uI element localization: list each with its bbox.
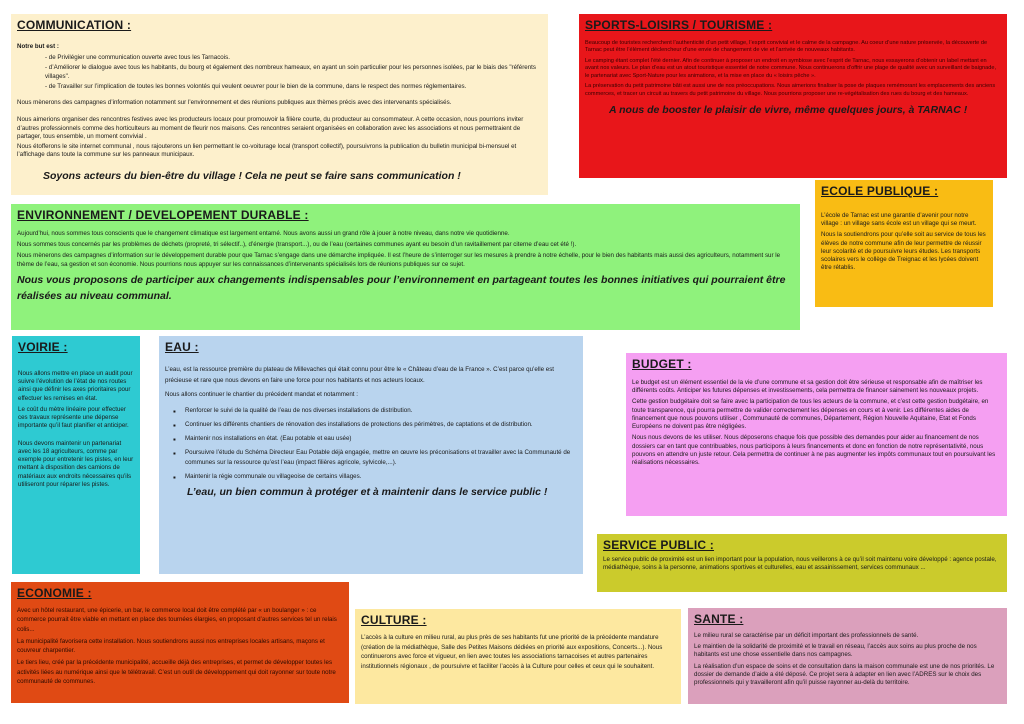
eau-paragraph: Nous allons continuer le chantier du précédent mandat et notamment : (165, 390, 358, 398)
communication-goal: - de Privilégier une communication ouverte avec tous les Tarnacois. (45, 54, 230, 62)
environnement-paragraph: Nous sommes tous concernés par les problèmes de déchets (propreté, tri sélectif..), d’énergie (transport...), ou de l’eau (certaines communes ayant eu besoin d’un ravitaillement par citerne d’eau cet été !). (17, 241, 577, 249)
eau-list-item: ▪ Renforcer le suivi de la qualité de l’eau de nos diverses installations de distribution. (171, 406, 577, 416)
sports-title: SPORTS-LOISIRS / TOURISME : (585, 18, 773, 32)
voirie-title: VOIRIE : (18, 340, 68, 354)
sports-slogan: A nous de booster le plaisir de vivre, même quelques jours, à TARNAC ! (609, 104, 968, 117)
budget-paragraph: Le budget est un élément essentiel de la vie d’une commune et sa gestion doit être sérieuse et responsable afin de maîtriser les différents coûts. Anticiper les futures dépenses et investissements, cela permettra de financer sainement les nouveaux projets. (632, 378, 983, 395)
sante-section (688, 608, 1007, 704)
voirie-paragraph: Nous devons maintenir un partenariat avec les 18 agriculteurs, comme par exemple pour entretenir les pistes, en leur mettant à disposition des camions de matériaux aux endroits nécessaires qu’ils utiliseront pour réparer les pistes. (18, 439, 134, 488)
communication-title: COMMUNICATION : (17, 18, 132, 32)
sports-paragraph: Le camping étant complet l’été dernier. Afin de continuer à proposer un endroit en symbiose avec l’esprit de Tarnac, nous essayerons d’obtenir un label mettant en avant nos valeurs. Le plan d’eau est un atout touristique essentiel de notre commune. Nous continuerons d’offrir une plage de qualité avec un surveillant de baignade, le partenariat avec Sport-Nature pour les animations, et la mise en place du « loisirs pêche ». (585, 57, 996, 79)
communication-goal: - d’Améliorer le dialogue avec tous les habitants, du bourg et également des nombreux hameaux, en ayant un soin particulier pour les personnes isolées, par le biais des "référents villages". (45, 64, 536, 80)
voirie-section (12, 336, 140, 574)
budget-paragraph: Nous nous devons de les utiliser. Nous déposerons chaque fois que possible des demandes pour aider au financement de nos dossiers car en tant que contribuables, nous participons à leurs financements et donc en fonction de notre représentativité, nous pouvons en attendre un juste retour. Cela permettra de continuer à ne pas augmenter les impôts communaux tout en poursuivant les réalisations nécessaires. (632, 434, 996, 467)
service-public-title: SERVICE PUBLIC : (603, 538, 714, 552)
sante-title: SANTE : (694, 612, 744, 626)
sante-paragraph: Le maintien de la solidarité de proximité et le travail en réseau, l’accès aux soins au plus proche de nos habitants est une chose essentielle dans nos campagnes. (694, 643, 977, 659)
ecole-paragraph: L’école de Tarnac est une garantie d’avenir pour notre village : un village sans école est un village qui se meurt. (821, 211, 977, 228)
ecole-paragraph: Nous la soutiendrons pour qu’elle soit au service de tous les élèves de notre commune afin de leur permettre de réussir leur scolarité et de poursuivre leurs études. Les transports scolaires vers le collège de Treignac et les lycées doivent être rétablis. (821, 231, 986, 272)
communication-goal: - de Travailler sur l’implication de toutes les bonnes volontés qui veulent oeuvrer pour le bien de la commune, dans le respect des normes réglementaires. (45, 82, 467, 90)
culture-title: CULTURE : (361, 613, 427, 627)
service-public-paragraph: Le service public de proximité est un lien important pour la population, nous veillerons à ce qu’il soit maintenu voire développé : agence postale, médiathèque, soins à la personne, animations sportives et culturelles, eau et assainissement, services communaux ... (603, 555, 997, 572)
sports-paragraph: Beaucoup de touristes recherchent l’authenticité d’un petit village, l’esprit convivial et le calme de la campagne. Au coeur d’une nature préservée, la découverte de Tarnac peut être l’élément déclencheur d’une envie de changement de vie et l’arrivée de nouveaux habitants. (585, 39, 988, 54)
eau-title: EAU : (165, 340, 199, 354)
voirie-paragraph: Nous allons mettre en place un audit pour suivre l’évolution de l’état de nos routes ainsi que définir les axes prioritaires pour effectuer les remises en état. (18, 369, 133, 402)
sante-paragraph: La réalisation d’un espace de soins et de consultation dans la maison communale est une de nos priorités. Le dossier de demande d’aide a été déposé. Ce projet sera à adapter en lien avec l’ADRES sur le choix des professionnels qui y travailleront afin qu’il puisse rayonner au-delà du territoire. (694, 662, 995, 687)
eau-slogan: L’eau, un bien commun à protéger et à maintenir dans le service public ! (187, 485, 548, 498)
culture-paragraph: L’accès à la culture en milieu rural, au plus près de ses habitants fut une priorité de la précédente mandature (création de la médiathèque, Salle des Petites Maisons dédiées en priorité aux expositions, Concerts...). Nous continuerons avec force et vigueur, en lien avec toutes les associations tarnacoises et autres partenaires institutionnels régionaux , de poursuivre et faciliter l’accès à la Culture pour celles et ceux qui le souhaitent. (361, 633, 663, 670)
budget-title: BUDGET : (632, 357, 692, 371)
communication-section (11, 14, 548, 195)
sports-paragraph: La préservation du petit patrimoine bâti est aussi une de nos préoccupations. Nous aimerions finaliser la pose de plaques remémorant les emplacements des anciens commerces, et tracer un circuit au travers du petit patrimoine du village. Nous pourrions proposer une re-végétalisation des rues du bourg et des hameaux. (585, 83, 996, 97)
culture-section (355, 609, 681, 704)
eau-list-item: ▪ Continuer les différents chantiers de rénovation des installations de protections des périmètres, de captations et de distribution. (171, 420, 577, 430)
environnement-paragraph: Nous mènerons des campagnes d’information sur le développement durable pour que Tarnac s’engage dans une démarche impliquée. Il est l’heure de s’interroger sur les mesures à prendre à notre échelle, pour le bien des habitants mais aussi des agriculteurs, notamment sur le thème de l’eau, sa gestion et son économie. Nous pourrions nous appuyer sur les connaissances d’intervenants spécialisés lors de réunions publiques sur ce sujet. (17, 252, 781, 268)
environnement-title: ENVIRONNEMENT / DEVELOPEMENT DURABLE : (17, 208, 309, 222)
service-public-section (597, 534, 1007, 592)
economie-title: ECONOMIE : (17, 586, 92, 600)
economie-section (11, 582, 349, 703)
voirie-paragraph: Le coût du mètre linéaire pour effectuer ces travaux représente une dépense importante qu’il faut planifier et anticiper. (18, 405, 129, 430)
economie-paragraph: Le tiers lieu, créé par la précédente municipalité, accueille déjà des entreprises, et permet de développer toutes les activités liées au numérique ainsi que le télétravail. C’est un outil de développement qui doit rayonner sur toute notre communauté de communes. (17, 659, 336, 686)
environnement-section (11, 204, 800, 330)
communication-slogan: Soyons acteurs du bien-être du village ! Cela ne peut se faire sans communication ! (43, 169, 461, 182)
sports-section (579, 14, 1007, 178)
eau-list-item: ▪ Maintenir la régie communale ou villageoise de certains villages. (171, 472, 577, 482)
budget-paragraph: Cette gestion budgétaire doit se faire avec la participation de tous les acteurs de la commune, et c’est cette gestion budgétaire, en toute transparence, qui pourra permettre de valider correctement les dépenses en cours et à venir. Les différentes aides de financement que nous pouvons utiliser , Communauté de communes, Département, Région Nouvelle Aquitaine, Etat et Fonds Européens ne doivent pas être négligées. (632, 398, 989, 431)
environnement-slogan: Nous vous proposons de participer aux changements indispensables pour l’environnement en partageant toutes les bonnes initiatives qui pourraient être réalisées au niveau communal. (17, 273, 786, 303)
ecole-section (815, 180, 993, 307)
budget-section (626, 353, 1007, 516)
communication-paragraph: Nous étofferons le site internet communal , nous rajouterons un lien permettant le co-voiturage local (transport collectif), poursuivrons la publication du bulletin municipal bi-mensuel et l’affichage dans toute la commune sur les panneaux municipaux. (17, 143, 517, 159)
economie-paragraph: La municipalité favorisera cette installation. Nous soutiendrons aussi nos entreprises locales artisans, maçons et couvreur charpentier. (17, 637, 325, 655)
eau-section (159, 336, 583, 574)
eau-list-item: ▪ Poursuivre l’étude du Schéma Directeur Eau Potable déjà engagée, mettre en œuvre les préconisations et travailler avec la Communauté de communes sur la ressource qu’est l’eau (impact filières agricole, sylvicole,...). (171, 448, 577, 468)
communication-paragraph: Nous mènerons des campagnes d’information notamment sur l’environnement et des réunions publiques aux thèmes précis avec des intervenants spécialisés. (17, 99, 452, 107)
environnement-paragraph: Aujourd’hui, nous sommes tous conscients que le changement climatique est largement entamé. Nous avons aussi un grand rôle à jouer à notre niveau, dans notre vie quotidienne. (17, 229, 510, 237)
communication-intro: Notre but est : (17, 42, 59, 50)
sante-paragraph: Le milieu rural se caractérise par un déficit important des professionnels de santé. (694, 631, 919, 639)
ecole-title: ECOLE PUBLIQUE : (821, 184, 939, 198)
communication-paragraph: Nous aimerions organiser des rencontres festives avec les producteurs locaux pour promouvoir la filière courte, du producteur au consommateur. A cette occasion, nous pourrions inviter d’autres professionnels comme des horticulteurs au moment de fleurir nos maisons. Ces rencontres seraient organisées en collaboration avec les associations et nous permettraient de partager, tous ensemble, un moment convivial . (17, 116, 524, 140)
eau-list-item: ▪ Maintenir nos installations en état. (Eau potable et eau usée) (171, 434, 577, 444)
eau-paragraph: L’eau, est la ressource première du plateau de Millevaches qui était connu pour être le « Château d’eau de la France ». C’est parce qu’elle est précieuse et rare que nous devons en faire une force pour nos habitants et nos acteurs locaux. (165, 365, 555, 385)
economie-paragraph: Avec un hôtel restaurant, une épicerie, un bar, le commerce local doit être complété par « un boulanger » : ce commerce pourrait être viable en mettant en place des tournées élargies, en proposant d’autres services tel un relais colis... (17, 606, 337, 633)
